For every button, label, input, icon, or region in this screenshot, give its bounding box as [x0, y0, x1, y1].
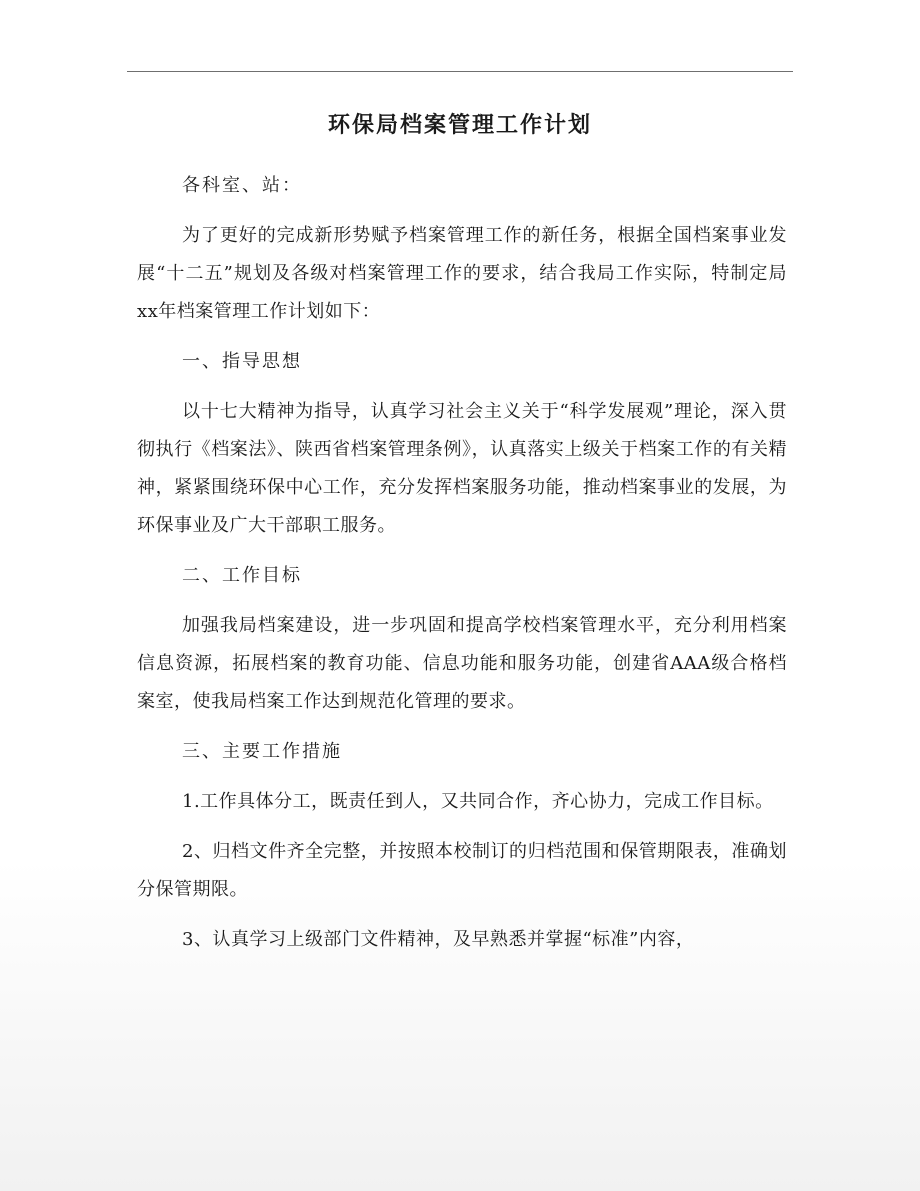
measure-item-3: 3、认真学习上级部门文件精神，及早熟悉并掌握“标准”内容，	[182, 929, 695, 950]
measure-item-1: 1.工作具体分工，既责任到人，又共同合作，齐心协力，完成工作目标。	[182, 791, 774, 812]
section-heading-main-measures: 三、主要工作措施	[182, 741, 342, 762]
header-rule	[127, 71, 793, 72]
guiding-thought-paragraph: 以十七大精神为指导，认真学习社会主义关于“科学发展观”理论，深入贯彻执行《档案法》、陕西省档案管理条例》，认真落实上级关于档案工作的有关精神，紧紧围绕环保中心工作，充分发挥档案服务功能，推动档案事业的发展，为环保事业及广大干部职工服务。	[137, 401, 787, 536]
section-heading-work-goals: 二、工作目标	[182, 565, 302, 586]
measure-item-2: 2、归档文件齐全完整，并按照本校制订的归档范围和保管期限表，准确划分保管期限。	[137, 841, 787, 900]
section-heading-guiding-thought: 一、指导思想	[182, 351, 302, 372]
salutation: 各科室、站：	[182, 175, 302, 196]
document-body	[137, 167, 787, 971]
work-goals-paragraph: 加强我局档案建设，进一步巩固和提高学校档案管理水平，充分利用档案信息资源，拓展档案的教育功能、信息功能和服务功能，创建省AAA级合格档案室，使我局档案工作达到规范化管理的要求。	[137, 615, 787, 712]
document-title: 环保局档案管理工作计划	[327, 112, 592, 138]
intro-paragraph: 为了更好的完成新形势赋予档案管理工作的新任务，根据全国档案事业发展“十二五”规划及各级对档案管理工作的要求，结合我局工作实际，特制定局xx年档案管理工作计划如下：	[137, 225, 787, 322]
